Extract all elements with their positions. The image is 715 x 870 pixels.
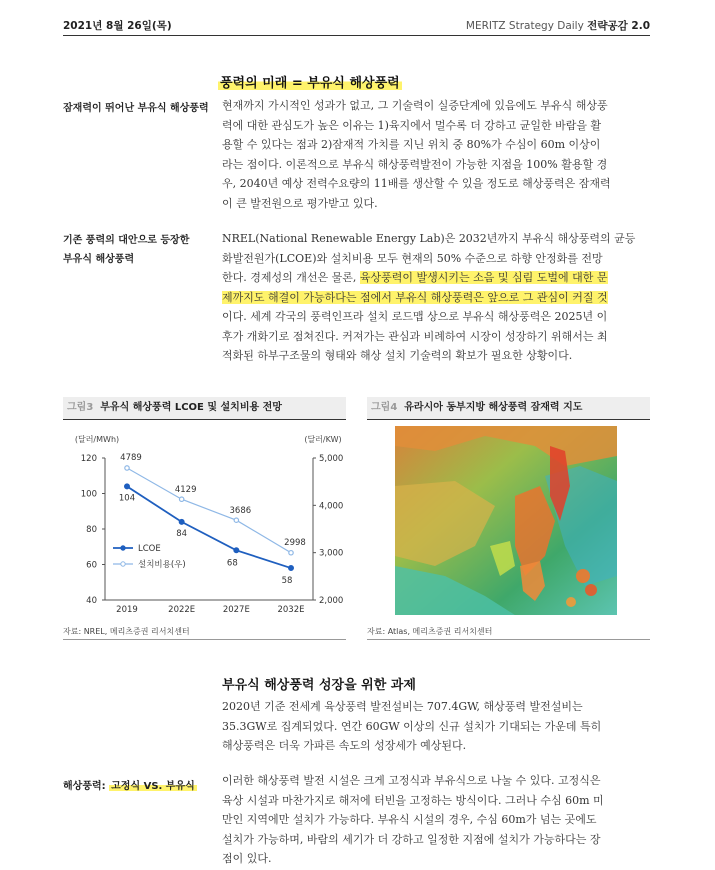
figure4-source: 자료: Atlas, 메리츠증권 리서치센터: [367, 627, 493, 636]
data-point: [125, 484, 130, 489]
data-point: [179, 497, 183, 501]
legend-label: 설치비용(우): [138, 560, 186, 570]
data-point: [234, 518, 238, 522]
figure4-rule: [367, 639, 650, 640]
report-date: 2021년 8월 26일(목): [63, 20, 172, 32]
legend-label: LCOE: [138, 544, 161, 554]
y-tick-label-left: 120: [80, 454, 97, 464]
figure3-source: 자료: NREL, 메리츠증권 리서치센터: [63, 627, 190, 636]
block1-side-label: 잠재력이 뛰어난 부유식 해상풍력: [63, 103, 209, 114]
x-tick-label: 2027E: [222, 605, 250, 615]
data-label: 58: [281, 576, 293, 587]
y-tick-label-left: 100: [80, 489, 97, 500]
data-point: [125, 466, 129, 470]
block2-paragraph: NREL(National Renewable Energy Lab)은 2032년까지 부유식 해상풍력의 균등 화발전원가(LCOE)와 설치비용 모두 현재의 50% 수준으로 하향 안정화를 전망 한다. 경제성의 개선은 물론, 육상풍력이 발생시키는 소음 및 심림 도벌에 대한 문 제까지도 해결이 가능하다는 점에서 부유식 해상풍력은 앞으로 그 관심이 커질 것 이다. 세계 각국의 풍력인프라 설치 로드맵 상으로 부유식 해상풍력은 2025년 이 후가 개화기로 점쳐진다. 커져가는 관심과 비례하여 시장이 성장하기 위해서는 최 적화된 하부구조물의 형태와 해상 설치 기술력의 확보가 필요한 상황이다.: [222, 232, 636, 362]
data-label: 2998: [284, 537, 306, 548]
y-tick-label-right: 5,000: [319, 454, 344, 464]
figure4-title: 유라시아 동부지방 해상풍력 잠재력 지도: [404, 402, 583, 413]
block1-paragraph: 현재까지 가시적인 성과가 없고, 그 기술력이 실증단계에 있음에도 부유식 해상풍 력에 대한 관심도가 높은 이유는 1)육지에서 멀수록 더 강하고 균일한 바람을 활 용할 수 있다는 점과 2)잠재적 가치를 지닌 위치 중 80%가 수심이 60m 이상이 라는 점이다. 이론적으로 부유식 해상풍력발전이 가능한 지점을 100% 활용할 경 우, 2040년 예상 전력수요량의 11배를 생산할 수 있을 정도로 해상풍력은 잠재력 이 큰 발전원으로 평가받고 있다.: [222, 99, 611, 210]
report-series: MERITZ Strategy Daily 전략공감 2.0: [465, 20, 650, 32]
y-tick-label-left: 80: [86, 525, 97, 535]
highlighted-text: 육상풍력이 발생시키는 소음 및 심림 도벌에 대한 문: [359, 271, 608, 284]
section1-heading: 풍력의 미래 = 부유식 해상풍력: [220, 76, 400, 91]
x-tick-label: 2032E: [277, 605, 305, 615]
report-title: 전략공감 2.0: [587, 20, 650, 32]
x-tick-label: 2022E: [168, 605, 196, 615]
series-line-lcoe: [127, 486, 291, 568]
legend-marker: [121, 562, 125, 566]
data-point: [289, 551, 293, 555]
data-point: [234, 548, 239, 553]
figure3-title: 부유식 해상풍력 LCOE 및 설치비용 전망: [100, 402, 282, 413]
series-line-install-cost: [127, 468, 291, 553]
data-point: [289, 566, 294, 571]
figure4-header: 그림4 유라시아 동부지방 해상풍력 잠재력 지도: [367, 397, 650, 420]
data-label: 4129: [174, 485, 197, 496]
section2-side-label: 해상풍력: 고정식 VS. 부유식: [63, 781, 195, 792]
data-label: 104: [118, 493, 136, 504]
section2-heading: 부유식 해상풍력 성장을 위한 과제: [222, 678, 416, 693]
left-axis-label: (달러/MWh): [74, 435, 120, 444]
data-label: 3686: [229, 506, 252, 517]
y-tick-label-right: 4,000: [319, 501, 344, 512]
highlighted-text: 고정식 VS. 부유식: [111, 781, 195, 792]
right-axis-label: (달러/KW): [304, 435, 342, 444]
figure3-rule: [63, 639, 346, 640]
legend-marker: [121, 546, 125, 550]
x-tick-label: 2019: [116, 605, 138, 615]
data-point: [179, 520, 184, 525]
data-label: 68: [226, 558, 238, 569]
wind-potential-map: [395, 426, 617, 615]
section2-body: 이러한 해상풍력 발전 시설은 크게 고정식과 부유식으로 나눌 수 있다. 고정식은 육상 시설과 마찬가지로 해저에 터빈을 고정하는 방식이다. 그러나 수심 60m 미 만인 지역에만 설치가 가능하다. 부유식 시설의 경우, 수심 60m가 넘는 곳에도 설치가 가능하며, 바람의 세기가 더 강하고 일정한 지점에 설치가 가능하다는 장 점이 있다.: [222, 774, 604, 865]
block2-side-label: 기존 풍력의 대안으로 등장한 부유식 해상풍력: [63, 235, 190, 265]
highlighted-text: 제까지도 해결이 가능하다는 점에서 부유식 해상풍력은 앞으로 그 관심이 커질 것: [222, 290, 608, 304]
y-tick-label-right: 3,000: [319, 548, 344, 559]
y-tick-label-right: 2,000: [319, 596, 344, 606]
figure3-header: 그림3 부유식 해상풍력 LCOE 및 설치비용 전망: [63, 397, 346, 420]
lcoe-chart: [63, 428, 353, 620]
data-label: 4789: [120, 452, 142, 463]
y-tick-label-left: 60: [86, 560, 97, 571]
page-header: [63, 15, 650, 36]
y-tick-label-left: 40: [86, 596, 97, 606]
section2-intro: 2020년 기준 전세계 육상풍력 발전설비는 707.4GW, 해상풍력 발전설비는 35.3GW로 집계되었다. 연간 60GW 이상의 신규 설치가 기대되는 가운데 특히 해상풍력은 더욱 가파른 속도의 성장세가 예상된다.: [222, 700, 602, 752]
data-label: 84: [176, 528, 188, 539]
